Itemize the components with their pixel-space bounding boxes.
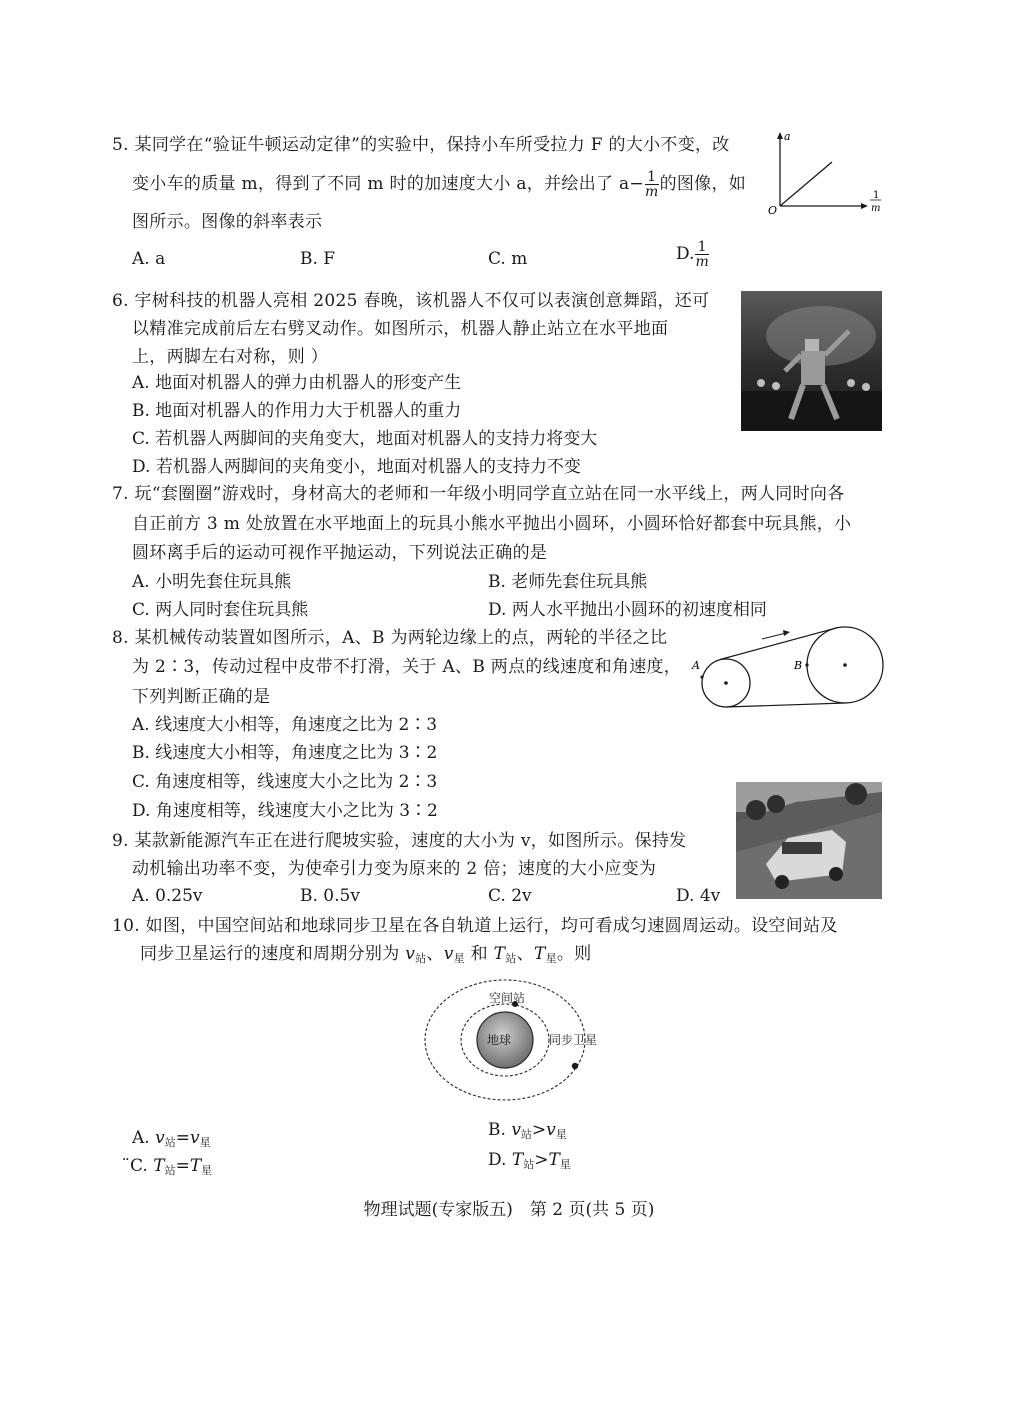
q10-a-sub1: 站 [164,1136,176,1149]
q7-line-3: 圆环离手后的运动可视作平抛运动，下列说法正确的是 [132,543,548,563]
q10-t2: T [533,944,546,964]
graph-x-arrow [861,203,868,209]
belt-diagram [690,625,890,710]
q5-line-2 [132,170,746,199]
q10-v2: v [443,944,454,964]
q9-line-1: 9. 某款新能源汽车正在进行爬坡实验，速度的大小为 v，如图所示。保持发 [112,831,687,851]
q10-b-v2: v [546,1120,556,1140]
q10-v2-sub: 星 [453,952,465,965]
graph-y-label: a [784,130,791,143]
point-b-dot [805,663,808,666]
graph-line [780,162,832,206]
belt-direction-arrowhead [783,630,790,636]
q5-graph [764,128,888,218]
q9-option-d: D. 4v [676,886,721,906]
q10-option-b [488,1119,567,1146]
belt-direction-arrow [762,633,786,639]
q6-option-c: C. 若机器人两脚间的夹角变大，地面对机器人的支持力将变大 [132,429,598,449]
q10-c-eq: = [175,1156,190,1176]
q5-line-3: 图所示。图像的斜率表示 [132,212,323,232]
q10-line-2-a: 同步卫星运行的速度和周期分别为 [140,944,406,964]
q9-line-2: 动机输出功率不变，为使牵引力变为原来的 2 倍；速度的大小应变为 [132,859,657,879]
car-photo-art [736,782,882,899]
belt-bottom [726,703,845,707]
q10-line-2-b: 和 [464,944,494,964]
graph-x-label-num: 1 [873,190,880,201]
q10-b-sub2: 星 [555,1128,567,1141]
q10-option-c [130,1155,212,1182]
q9-option-b: B. 0.5v [300,886,360,906]
q10-v1-sub: 站 [415,952,427,965]
q8-option-b: B. 线速度大小相等，角速度之比为 3∶2 [132,743,438,763]
q5-option-b: B. F [300,249,336,269]
q10-b-gt: > [531,1120,547,1140]
q10-a-v2: v [189,1128,200,1148]
q5-fraction-num: 1 [645,170,659,185]
large-wheel-center [843,663,847,667]
graph-y-arrow [777,132,783,139]
q5-option-d [676,240,710,269]
q8-line-2: 为 2∶3，传动过程中皮带不打滑，关于 A、B 两点的线速度和角速度， [132,657,682,677]
q10-b-v1: v [511,1120,521,1140]
point-a-label: A [692,659,700,672]
small-wheel-center [724,681,728,685]
q6-option-a: A. 地面对机器人的弹力由机器人的形变产生 [132,373,462,393]
q7-option-a: A. 小明先套住玩具熊 [132,572,292,592]
q10-t1-sub: 站 [505,952,517,965]
q10-option-a-label: A. [132,1128,150,1148]
q6-option-b: B. 地面对机器人的作用力大于机器人的重力 [132,401,462,421]
q5-option-d-den: m [695,254,709,270]
robot-photo-art [741,291,882,431]
q7-line-2: 自正前方 3 m 处放置在水平地面上的玩具小熊水平抛出小圆环，小圆环恰好都套中玩具熊，小 [132,514,852,534]
belt-top [720,628,838,660]
q6-line-2: 以精准完成前后左右劈叉动作。如图所示，机器人静止站立在水平地面 [132,319,669,339]
q7-line-1: 7. 玩“套圈圈”游戏时，身材高大的老师和一年级小明同学直立站在同一水平线上，两人同时向各 [112,484,845,504]
q5-option-c: C. m [488,249,528,269]
q5-option-a: A. a [132,249,166,269]
q10-option-b-label: B. [488,1120,506,1140]
q10-c-sub1: 站 [164,1164,176,1177]
q10-line-2-c: 。则 [556,944,592,964]
point-a-dot [700,675,703,678]
q10-c-sub2: 星 [201,1164,213,1177]
q10-t1: T [493,944,506,964]
q10-d-sub2: 星 [559,1158,571,1171]
q5-option-d-label: D. [676,244,695,264]
q10-d-t2: T [548,1150,560,1170]
q9-option-a: A. 0.25v [132,886,203,906]
satellite-dot [572,1063,578,1069]
q10-v1: v [405,944,416,964]
car-photo [736,782,882,899]
q5-option-d-fraction [695,240,708,269]
q10-sep-2: 、 [516,944,534,964]
q10-c-t2: T [189,1156,202,1176]
q5-fraction-den: m [644,184,659,200]
robot-photo [741,291,882,431]
q10-d-sub1: 站 [523,1158,535,1171]
q10-d-gt: > [534,1150,549,1170]
q10-line-2 [140,943,592,970]
q10-sep-1: 、 [426,944,444,964]
q10-c-t1: T [153,1156,165,1176]
q10-d-t1: T [511,1150,524,1170]
q8-line-3: 下列判断正确的是 [132,687,271,707]
q5-line-1: 5. 某同学在“验证牛顿运动定律”的实验中，保持小车所受拉力 F 的大小不变，改 [112,135,730,155]
graph-x-label-den: m [871,203,881,214]
q6-line-3: 上，两脚左右对称，则 ） [132,347,329,367]
q10-a-eq: = [175,1128,190,1148]
q10-b-sub1: 站 [520,1128,532,1141]
q7-option-c: C. 两人同时套住玩具熊 [132,600,309,620]
q9-option-c: C. 2v [488,886,532,906]
q8-option-d: D. 角速度相等，线速度大小之比为 3∶2 [132,801,438,821]
q10-option-a [132,1127,211,1154]
q10-t2-sub: 星 [545,952,557,965]
q10-option-d-label: D. [488,1150,507,1170]
q10-a-sub2: 星 [199,1136,211,1149]
q5-option-d-num: 1 [695,240,708,255]
graph-origin-label: O [768,204,778,217]
q8-line-1: 8. 某机械传动装置如图所示，A、B 为两轮边缘上的点，两轮的半径之比 [112,628,668,648]
q10-a-v1: v [155,1128,165,1148]
q5-line-2-pre: 变小车的质量 m，得到了不同 m 时的加速度大小 a，并绘出了 a− [132,174,644,194]
q8-option-a: A. 线速度大小相等，角速度之比为 2∶3 [132,715,438,735]
q6-line-1: 6. 宇树科技的机器人亮相 2025 春晚，该机器人不仅可以表演创意舞蹈，还可 [112,291,710,311]
q5-line-2-post: 的图像，如 [659,174,747,194]
station-label: 空间站 [489,991,526,1005]
satellite-label: 同步卫星 [549,1033,598,1047]
page-footer: 物理试题(专家版五) 第 2 页(共 5 页) [363,1200,655,1220]
q10-line-1: 10. 如图，中国空间站和地球同步卫星在各自轨道上运行，均可看成匀速圆周运动。设空间站及 [112,916,838,936]
q7-option-b: B. 老师先套住玩具熊 [488,572,648,592]
point-b-label: B [794,659,803,672]
q6-option-d: D. 若机器人两脚间的夹角变小，地面对机器人的支持力不变 [132,457,581,477]
q5-fraction [645,170,659,199]
q7-option-d: D. 两人水平抛出小圆环的初速度相同 [488,600,767,620]
q10-option-c-label: ̈C. [130,1156,148,1176]
orbit-diagram [415,976,615,1112]
earth-label: 地球 [487,1033,512,1047]
q10-option-d [488,1149,571,1176]
q8-option-c: C. 角速度相等，线速度大小之比为 2∶3 [132,772,438,792]
